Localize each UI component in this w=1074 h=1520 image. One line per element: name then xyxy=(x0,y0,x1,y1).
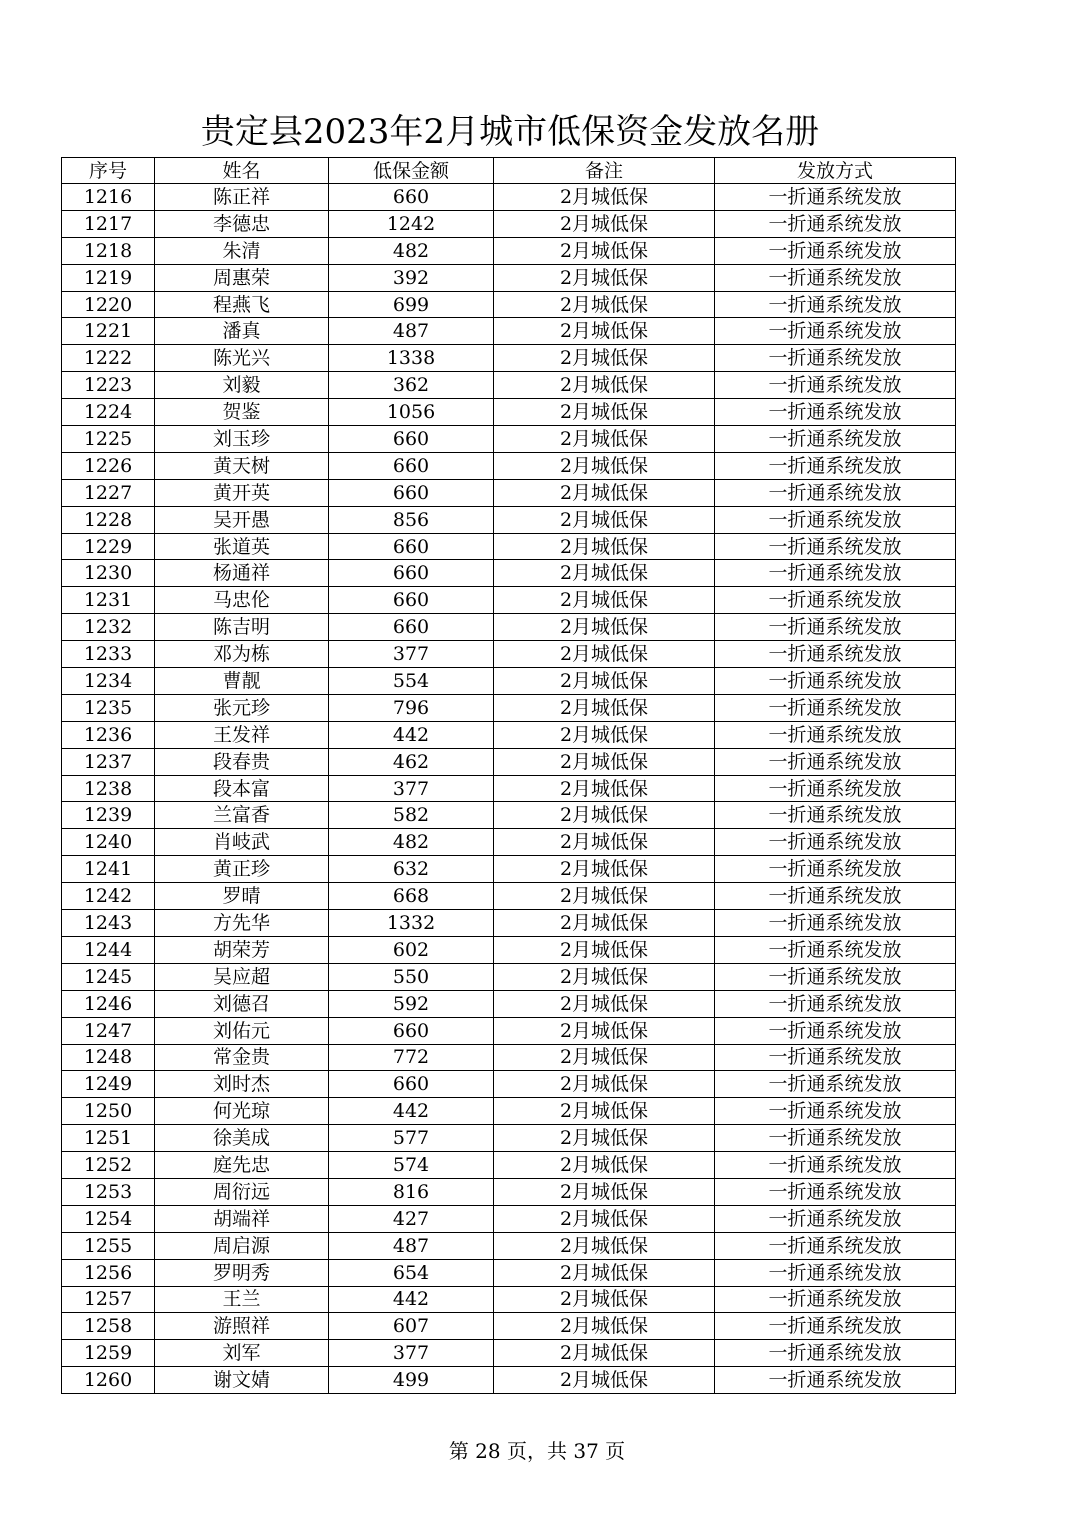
cell-name: 罗明秀 xyxy=(155,1259,329,1286)
cell-remark: 2月城低保 xyxy=(494,990,715,1017)
cell-serial: 1239 xyxy=(62,802,155,829)
table-row xyxy=(62,1313,956,1340)
table-row xyxy=(62,237,956,264)
cell-name: 陈正祥 xyxy=(155,184,329,211)
cell-name: 周启源 xyxy=(155,1232,329,1259)
cell-payment-method: 一折通系统发放 xyxy=(715,1313,956,1340)
cell-amount: 607 xyxy=(329,1313,494,1340)
cell-payment-method: 一折通系统发放 xyxy=(715,614,956,641)
table-row xyxy=(62,533,956,560)
cell-serial: 1243 xyxy=(62,910,155,937)
cell-amount: 856 xyxy=(329,506,494,533)
cell-payment-method: 一折通系统发放 xyxy=(715,506,956,533)
cell-serial: 1234 xyxy=(62,668,155,695)
cell-name: 刘德召 xyxy=(155,990,329,1017)
cell-payment-method: 一折通系统发放 xyxy=(715,1044,956,1071)
cell-remark: 2月城低保 xyxy=(494,372,715,399)
table-row xyxy=(62,345,956,372)
cell-name: 王发祥 xyxy=(155,721,329,748)
table-row xyxy=(62,318,956,345)
cell-serial: 1237 xyxy=(62,748,155,775)
cell-serial: 1221 xyxy=(62,318,155,345)
cell-payment-method: 一折通系统发放 xyxy=(715,802,956,829)
table-row xyxy=(62,452,956,479)
cell-payment-method: 一折通系统发放 xyxy=(715,372,956,399)
cell-payment-method: 一折通系统发放 xyxy=(715,426,956,453)
cell-name: 邓为栋 xyxy=(155,641,329,668)
cell-serial: 1228 xyxy=(62,506,155,533)
cell-payment-method: 一折通系统发放 xyxy=(715,587,956,614)
cell-name: 贺鉴 xyxy=(155,399,329,426)
cell-remark: 2月城低保 xyxy=(494,533,715,560)
cell-amount: 482 xyxy=(329,829,494,856)
page-title: 贵定县2023年2月城市低保资金发放名册 xyxy=(200,112,820,152)
cell-amount: 1242 xyxy=(329,210,494,237)
cell-amount: 668 xyxy=(329,883,494,910)
cell-name: 潘真 xyxy=(155,318,329,345)
column-header-name: 姓名 xyxy=(155,158,329,184)
table-row xyxy=(62,1152,956,1179)
cell-remark: 2月城低保 xyxy=(494,452,715,479)
cell-serial: 1259 xyxy=(62,1340,155,1367)
cell-remark: 2月城低保 xyxy=(494,1152,715,1179)
cell-serial: 1230 xyxy=(62,560,155,587)
cell-serial: 1247 xyxy=(62,1017,155,1044)
cell-amount: 632 xyxy=(329,856,494,883)
cell-payment-method: 一折通系统发放 xyxy=(715,318,956,345)
column-header-remark: 备注 xyxy=(494,158,715,184)
cell-payment-method: 一折通系统发放 xyxy=(715,291,956,318)
cell-amount: 482 xyxy=(329,237,494,264)
cell-amount: 362 xyxy=(329,372,494,399)
cell-name: 吴应超 xyxy=(155,963,329,990)
cell-amount: 660 xyxy=(329,1017,494,1044)
cell-remark: 2月城低保 xyxy=(494,560,715,587)
table-row xyxy=(62,1098,956,1125)
table-row xyxy=(62,775,956,802)
cell-name: 罗晴 xyxy=(155,883,329,910)
cell-serial: 1225 xyxy=(62,426,155,453)
cell-remark: 2月城低保 xyxy=(494,506,715,533)
cell-remark: 2月城低保 xyxy=(494,856,715,883)
cell-payment-method: 一折通系统发放 xyxy=(715,910,956,937)
cell-amount: 487 xyxy=(329,318,494,345)
cell-amount: 796 xyxy=(329,694,494,721)
cell-amount: 816 xyxy=(329,1178,494,1205)
cell-amount: 442 xyxy=(329,721,494,748)
cell-payment-method: 一折通系统发放 xyxy=(715,1071,956,1098)
cell-amount: 660 xyxy=(329,533,494,560)
cell-remark: 2月城低保 xyxy=(494,614,715,641)
cell-payment-method: 一折通系统发放 xyxy=(715,775,956,802)
cell-remark: 2月城低保 xyxy=(494,1044,715,1071)
cell-amount: 554 xyxy=(329,668,494,695)
roster-table xyxy=(61,157,956,1394)
cell-payment-method: 一折通系统发放 xyxy=(715,694,956,721)
cell-payment-method: 一折通系统发放 xyxy=(715,883,956,910)
cell-serial: 1226 xyxy=(62,452,155,479)
table-row xyxy=(62,1071,956,1098)
cell-name: 杨通祥 xyxy=(155,560,329,587)
cell-remark: 2月城低保 xyxy=(494,587,715,614)
cell-serial: 1236 xyxy=(62,721,155,748)
cell-remark: 2月城低保 xyxy=(494,721,715,748)
cell-payment-method: 一折通系统发放 xyxy=(715,533,956,560)
cell-remark: 2月城低保 xyxy=(494,910,715,937)
cell-payment-method: 一折通系统发放 xyxy=(715,345,956,372)
cell-remark: 2月城低保 xyxy=(494,1017,715,1044)
cell-remark: 2月城低保 xyxy=(494,264,715,291)
cell-serial: 1258 xyxy=(62,1313,155,1340)
cell-serial: 1240 xyxy=(62,829,155,856)
table-row xyxy=(62,721,956,748)
cell-remark: 2月城低保 xyxy=(494,291,715,318)
cell-serial: 1252 xyxy=(62,1152,155,1179)
cell-remark: 2月城低保 xyxy=(494,1178,715,1205)
cell-serial: 1232 xyxy=(62,614,155,641)
cell-amount: 377 xyxy=(329,641,494,668)
table-row xyxy=(62,1017,956,1044)
cell-name: 曹靓 xyxy=(155,668,329,695)
cell-amount: 660 xyxy=(329,479,494,506)
table-row xyxy=(62,641,956,668)
cell-serial: 1241 xyxy=(62,856,155,883)
cell-remark: 2月城低保 xyxy=(494,1313,715,1340)
cell-serial: 1254 xyxy=(62,1205,155,1232)
table-row xyxy=(62,802,956,829)
cell-payment-method: 一折通系统发放 xyxy=(715,721,956,748)
table-row xyxy=(62,506,956,533)
cell-name: 谢文婧 xyxy=(155,1367,329,1394)
table-row xyxy=(62,560,956,587)
cell-name: 张道英 xyxy=(155,533,329,560)
cell-payment-method: 一折通系统发放 xyxy=(715,1259,956,1286)
column-header-payment-method: 发放方式 xyxy=(715,158,956,184)
cell-serial: 1219 xyxy=(62,264,155,291)
table-row xyxy=(62,1286,956,1313)
table-row xyxy=(62,1205,956,1232)
cell-amount: 427 xyxy=(329,1205,494,1232)
cell-payment-method: 一折通系统发放 xyxy=(715,560,956,587)
cell-amount: 499 xyxy=(329,1367,494,1394)
cell-payment-method: 一折通系统发放 xyxy=(715,1286,956,1313)
cell-remark: 2月城低保 xyxy=(494,963,715,990)
cell-serial: 1256 xyxy=(62,1259,155,1286)
table-row xyxy=(62,748,956,775)
cell-serial: 1218 xyxy=(62,237,155,264)
table-row xyxy=(62,1178,956,1205)
cell-serial: 1249 xyxy=(62,1071,155,1098)
table-row xyxy=(62,856,956,883)
cell-name: 徐美成 xyxy=(155,1125,329,1152)
table-row xyxy=(62,1232,956,1259)
cell-serial: 1260 xyxy=(62,1367,155,1394)
table-row xyxy=(62,990,956,1017)
cell-payment-method: 一折通系统发放 xyxy=(715,1232,956,1259)
cell-amount: 462 xyxy=(329,748,494,775)
cell-serial: 1250 xyxy=(62,1098,155,1125)
cell-payment-method: 一折通系统发放 xyxy=(715,184,956,211)
cell-name: 陈光兴 xyxy=(155,345,329,372)
cell-name: 肖岐武 xyxy=(155,829,329,856)
cell-serial: 1220 xyxy=(62,291,155,318)
cell-payment-method: 一折通系统发放 xyxy=(715,399,956,426)
cell-serial: 1238 xyxy=(62,775,155,802)
cell-name: 周惠荣 xyxy=(155,264,329,291)
table-row xyxy=(62,936,956,963)
cell-serial: 1231 xyxy=(62,587,155,614)
cell-serial: 1251 xyxy=(62,1125,155,1152)
cell-amount: 772 xyxy=(329,1044,494,1071)
cell-name: 王兰 xyxy=(155,1286,329,1313)
roster-body xyxy=(62,184,956,1394)
cell-amount: 654 xyxy=(329,1259,494,1286)
cell-remark: 2月城低保 xyxy=(494,426,715,453)
cell-remark: 2月城低保 xyxy=(494,829,715,856)
cell-amount: 550 xyxy=(329,963,494,990)
cell-name: 陈吉明 xyxy=(155,614,329,641)
cell-name: 胡荣芳 xyxy=(155,936,329,963)
table-row xyxy=(62,963,956,990)
cell-name: 方先华 xyxy=(155,910,329,937)
cell-remark: 2月城低保 xyxy=(494,210,715,237)
cell-remark: 2月城低保 xyxy=(494,1205,715,1232)
cell-serial: 1217 xyxy=(62,210,155,237)
cell-remark: 2月城低保 xyxy=(494,1367,715,1394)
cell-name: 何光琼 xyxy=(155,1098,329,1125)
cell-remark: 2月城低保 xyxy=(494,641,715,668)
cell-payment-method: 一折通系统发放 xyxy=(715,936,956,963)
cell-remark: 2月城低保 xyxy=(494,694,715,721)
cell-name: 刘佑元 xyxy=(155,1017,329,1044)
cell-serial: 1255 xyxy=(62,1232,155,1259)
cell-serial: 1235 xyxy=(62,694,155,721)
cell-remark: 2月城低保 xyxy=(494,1232,715,1259)
cell-name: 刘玉珍 xyxy=(155,426,329,453)
cell-name: 常金贵 xyxy=(155,1044,329,1071)
cell-amount: 699 xyxy=(329,291,494,318)
table-row xyxy=(62,694,956,721)
cell-name: 黄天树 xyxy=(155,452,329,479)
header-row xyxy=(62,158,956,184)
cell-remark: 2月城低保 xyxy=(494,1286,715,1313)
page-footer: 第 28 页，共 37 页 xyxy=(448,1439,626,1463)
cell-serial: 1242 xyxy=(62,883,155,910)
cell-amount: 660 xyxy=(329,452,494,479)
cell-serial: 1224 xyxy=(62,399,155,426)
column-header-amount: 低保金额 xyxy=(329,158,494,184)
table-row xyxy=(62,291,956,318)
table-row xyxy=(62,614,956,641)
cell-name: 刘时杰 xyxy=(155,1071,329,1098)
cell-name: 段春贵 xyxy=(155,748,329,775)
cell-amount: 660 xyxy=(329,614,494,641)
cell-name: 兰富香 xyxy=(155,802,329,829)
cell-remark: 2月城低保 xyxy=(494,1125,715,1152)
cell-name: 刘毅 xyxy=(155,372,329,399)
cell-payment-method: 一折通系统发放 xyxy=(715,1178,956,1205)
cell-remark: 2月城低保 xyxy=(494,237,715,264)
cell-payment-method: 一折通系统发放 xyxy=(715,856,956,883)
cell-remark: 2月城低保 xyxy=(494,318,715,345)
cell-remark: 2月城低保 xyxy=(494,668,715,695)
cell-name: 段本富 xyxy=(155,775,329,802)
cell-amount: 660 xyxy=(329,1071,494,1098)
cell-payment-method: 一折通系统发放 xyxy=(715,748,956,775)
table-row xyxy=(62,1044,956,1071)
column-header-serial: 序号 xyxy=(62,158,155,184)
cell-amount: 582 xyxy=(329,802,494,829)
cell-serial: 1227 xyxy=(62,479,155,506)
cell-amount: 487 xyxy=(329,1232,494,1259)
cell-remark: 2月城低保 xyxy=(494,748,715,775)
table-row xyxy=(62,668,956,695)
table-row xyxy=(62,479,956,506)
table-row xyxy=(62,426,956,453)
cell-serial: 1257 xyxy=(62,1286,155,1313)
cell-serial: 1216 xyxy=(62,184,155,211)
cell-amount: 592 xyxy=(329,990,494,1017)
table-row xyxy=(62,372,956,399)
cell-serial: 1248 xyxy=(62,1044,155,1071)
table-row xyxy=(62,1340,956,1367)
cell-serial: 1253 xyxy=(62,1178,155,1205)
cell-name: 黄开英 xyxy=(155,479,329,506)
cell-payment-method: 一折通系统发放 xyxy=(715,1367,956,1394)
cell-remark: 2月城低保 xyxy=(494,802,715,829)
cell-serial: 1222 xyxy=(62,345,155,372)
cell-amount: 1332 xyxy=(329,910,494,937)
cell-name: 游照祥 xyxy=(155,1313,329,1340)
cell-serial: 1229 xyxy=(62,533,155,560)
cell-remark: 2月城低保 xyxy=(494,1259,715,1286)
cell-amount: 442 xyxy=(329,1098,494,1125)
cell-serial: 1244 xyxy=(62,936,155,963)
table-row xyxy=(62,829,956,856)
cell-amount: 377 xyxy=(329,1340,494,1367)
cell-payment-method: 一折通系统发放 xyxy=(715,990,956,1017)
cell-remark: 2月城低保 xyxy=(494,1340,715,1367)
cell-remark: 2月城低保 xyxy=(494,936,715,963)
cell-remark: 2月城低保 xyxy=(494,479,715,506)
cell-amount: 577 xyxy=(329,1125,494,1152)
cell-name: 刘军 xyxy=(155,1340,329,1367)
cell-payment-method: 一折通系统发放 xyxy=(715,1152,956,1179)
cell-payment-method: 一折通系统发放 xyxy=(715,1098,956,1125)
cell-amount: 602 xyxy=(329,936,494,963)
cell-remark: 2月城低保 xyxy=(494,399,715,426)
table-row xyxy=(62,1259,956,1286)
cell-payment-method: 一折通系统发放 xyxy=(715,1340,956,1367)
table-row xyxy=(62,587,956,614)
table-row xyxy=(62,883,956,910)
cell-name: 吴开愚 xyxy=(155,506,329,533)
cell-name: 朱清 xyxy=(155,237,329,264)
cell-payment-method: 一折通系统发放 xyxy=(715,264,956,291)
table-row xyxy=(62,184,956,211)
table-row xyxy=(62,399,956,426)
cell-payment-method: 一折通系统发放 xyxy=(715,1205,956,1232)
cell-payment-method: 一折通系统发放 xyxy=(715,1125,956,1152)
cell-amount: 660 xyxy=(329,184,494,211)
cell-remark: 2月城低保 xyxy=(494,775,715,802)
cell-serial: 1223 xyxy=(62,372,155,399)
cell-serial: 1245 xyxy=(62,963,155,990)
cell-payment-method: 一折通系统发放 xyxy=(715,210,956,237)
cell-name: 周衍远 xyxy=(155,1178,329,1205)
cell-remark: 2月城低保 xyxy=(494,345,715,372)
table-row xyxy=(62,1125,956,1152)
cell-amount: 660 xyxy=(329,426,494,453)
cell-name: 黄正珍 xyxy=(155,856,329,883)
cell-remark: 2月城低保 xyxy=(494,883,715,910)
table-row xyxy=(62,910,956,937)
cell-name: 庭先忠 xyxy=(155,1152,329,1179)
cell-name: 张元珍 xyxy=(155,694,329,721)
cell-amount: 1338 xyxy=(329,345,494,372)
table-row xyxy=(62,210,956,237)
cell-payment-method: 一折通系统发放 xyxy=(715,963,956,990)
cell-name: 李德忠 xyxy=(155,210,329,237)
table-row xyxy=(62,1367,956,1394)
cell-payment-method: 一折通系统发放 xyxy=(715,668,956,695)
cell-amount: 574 xyxy=(329,1152,494,1179)
cell-amount: 1056 xyxy=(329,399,494,426)
cell-name: 胡端祥 xyxy=(155,1205,329,1232)
cell-payment-method: 一折通系统发放 xyxy=(715,641,956,668)
cell-serial: 1233 xyxy=(62,641,155,668)
cell-amount: 660 xyxy=(329,587,494,614)
table-row xyxy=(62,264,956,291)
cell-amount: 392 xyxy=(329,264,494,291)
cell-remark: 2月城低保 xyxy=(494,1098,715,1125)
cell-amount: 660 xyxy=(329,560,494,587)
cell-name: 马忠伦 xyxy=(155,587,329,614)
cell-amount: 442 xyxy=(329,1286,494,1313)
cell-remark: 2月城低保 xyxy=(494,184,715,211)
cell-payment-method: 一折通系统发放 xyxy=(715,829,956,856)
cell-amount: 377 xyxy=(329,775,494,802)
cell-remark: 2月城低保 xyxy=(494,1071,715,1098)
cell-payment-method: 一折通系统发放 xyxy=(715,479,956,506)
cell-payment-method: 一折通系统发放 xyxy=(715,237,956,264)
cell-serial: 1246 xyxy=(62,990,155,1017)
cell-name: 程燕飞 xyxy=(155,291,329,318)
cell-payment-method: 一折通系统发放 xyxy=(715,452,956,479)
cell-payment-method: 一折通系统发放 xyxy=(715,1017,956,1044)
